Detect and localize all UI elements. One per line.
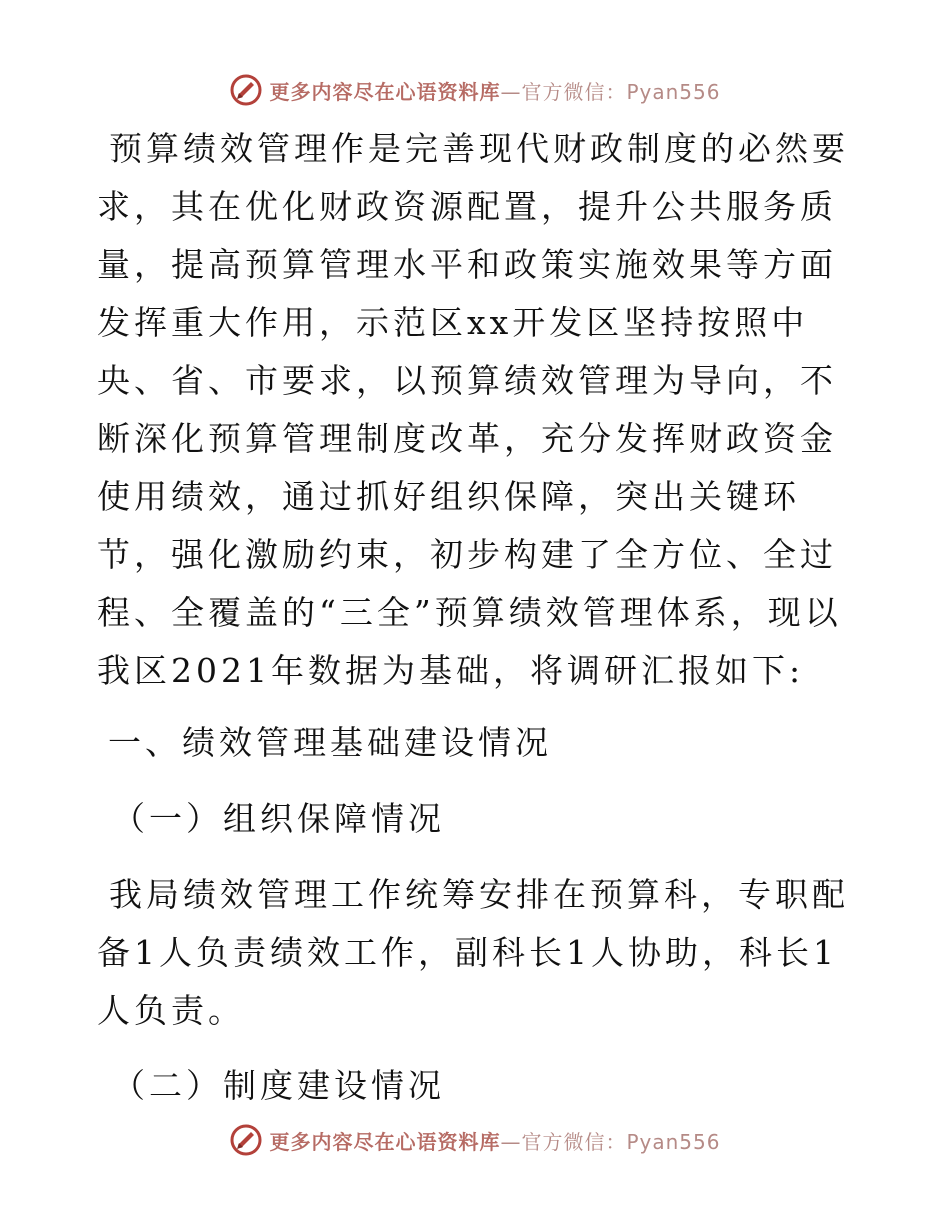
watermark-text <box>269 76 720 105</box>
watermark-main: 更多内容尽在心语资料库 <box>269 79 501 104</box>
watermark-text <box>269 1126 720 1155</box>
section-heading-1: 一、绩效管理基础建设情况 <box>108 723 552 762</box>
watermark-sub: —官方微信：Pyan556 <box>500 79 721 104</box>
subsection-heading-2: （二）制度建设情况 <box>112 1066 445 1105</box>
subsection-1-paragraph: 我局绩效管理工作统筹安排在预算科，专职配备1人负责绩效工作，副科长1人协助，科长1人负责。 <box>97 875 849 1030</box>
watermark-header <box>0 70 950 110</box>
document-body <box>97 120 857 700</box>
watermark-main: 更多内容尽在心语资料库 <box>269 1129 501 1154</box>
subsection-heading-1: （一）组织保障情况 <box>112 799 445 838</box>
intro-paragraph: 预算绩效管理作是完善现代财政制度的必然要求，其在优化财政资源配置，提升公共服务质量，提高预算管理水平和政策实施效果等方面发挥重大作用，示范区xx开发区坚持按照中央、省、市要求，以预算绩效管理为导向，不断深化预算管理制度改革，充分发挥财政资金使用绩效，通过抓好组织保障，突出关键环节，强化激励约束，初步构建了全方位、全过程、全覆盖的“三全”预算绩效管理体系，现以我区2021年数据为基础，将调研汇报如下: <box>97 129 849 690</box>
watermark-footer <box>0 1120 950 1160</box>
logo-icon <box>229 1123 263 1157</box>
logo-icon <box>229 73 263 107</box>
subsection-1-body <box>97 866 857 1040</box>
watermark-sub: —官方微信：Pyan556 <box>500 1129 721 1154</box>
